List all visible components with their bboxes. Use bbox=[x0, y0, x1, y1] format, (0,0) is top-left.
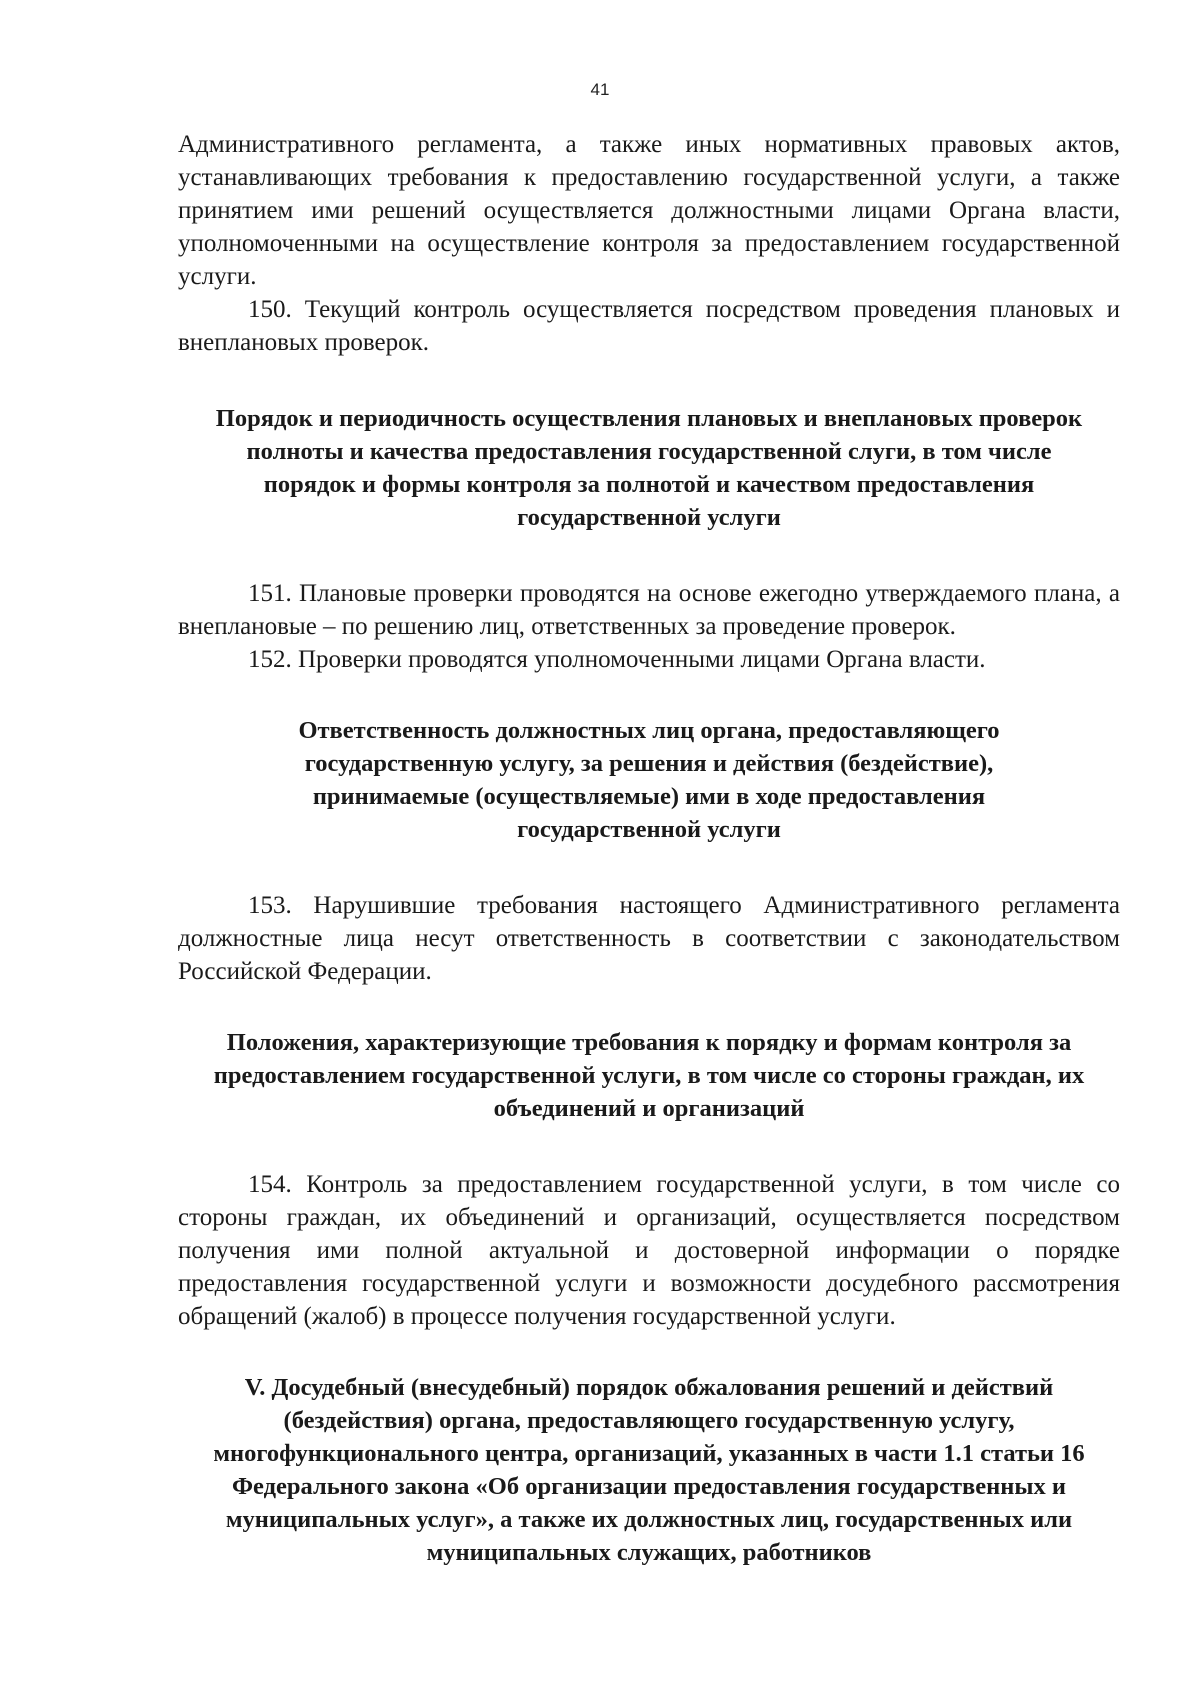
document-body bbox=[178, 128, 1120, 1569]
paragraph-153: 153. Нарушившие требования настоящего Административного регламента должностные лица несут ответственность в соответствии с законодательством Российской Федерации. bbox=[178, 892, 1120, 985]
paragraph-152: 152. Проверки проводятся уполномоченными лицами Органа власти. bbox=[248, 646, 986, 673]
heading-inspections-procedure: Порядок и периодичность осуществления плановых и внеплановых проверок полноты и качества предоставления государственной слуги, в том числе порядок и формы контроля за полнотой и качеством предоставления государственной услуги bbox=[215, 405, 1083, 531]
paragraph-154: 154. Контроль за предоставлением государственной услуги, в том числе со стороны граждан, их объединений и организаций, осуществляется посредством получения ими полной актуальной и достоверной информации о порядке предоставления государственной услуги и возможности досудебного рассмотрения обращений (жалоб) в процессе получения государственной услуги. bbox=[178, 1171, 1120, 1330]
heading-control-provisions: Положения, характеризующие требования к порядку и формам контроля за предоставлением государственной услуги, в том числе со стороны граждан, их объединений и организаций bbox=[213, 1029, 1085, 1122]
paragraph-151: 151. Плановые проверки проводятся на основе ежегодно утверждаемого плана, а внеплановые – по решению лиц, ответственных за проведение проверок. bbox=[178, 580, 1120, 640]
paragraph-150: 150. Текущий контроль осуществляется посредством проведения плановых и внеплановых проверок. bbox=[178, 296, 1120, 356]
paragraph-intro: Административного регламента, а также иных нормативных правовых актов, устанавливающих требования к предоставлению государственной услуги, а также принятием ими решений осуществляется должностными лицами Органа власти, уполномоченными на осуществление контроля за предоставлением государственной услуги. bbox=[178, 131, 1120, 290]
page-number: 41 bbox=[590, 80, 610, 99]
heading-officials-responsibility: Ответственность должностных лиц органа, предоставляющего государственную услугу, за решения и действия (бездействие), принимаемые (осуществляемые) ими в ходе предоставления государственной услуги bbox=[298, 717, 1000, 843]
heading-section-v-appeal: V. Досудебный (внесудебный) порядок обжалования решений и действий (бездействия) органа, предоставляющего государственную услугу, многофункционального центра, организаций, указанных в части 1.1 статьи 16 Федерального закона «Об организации предоставления государственных и муниципальных услуг», а также их должностных лиц, государственных или муниципальных служащих, работников bbox=[213, 1374, 1085, 1566]
